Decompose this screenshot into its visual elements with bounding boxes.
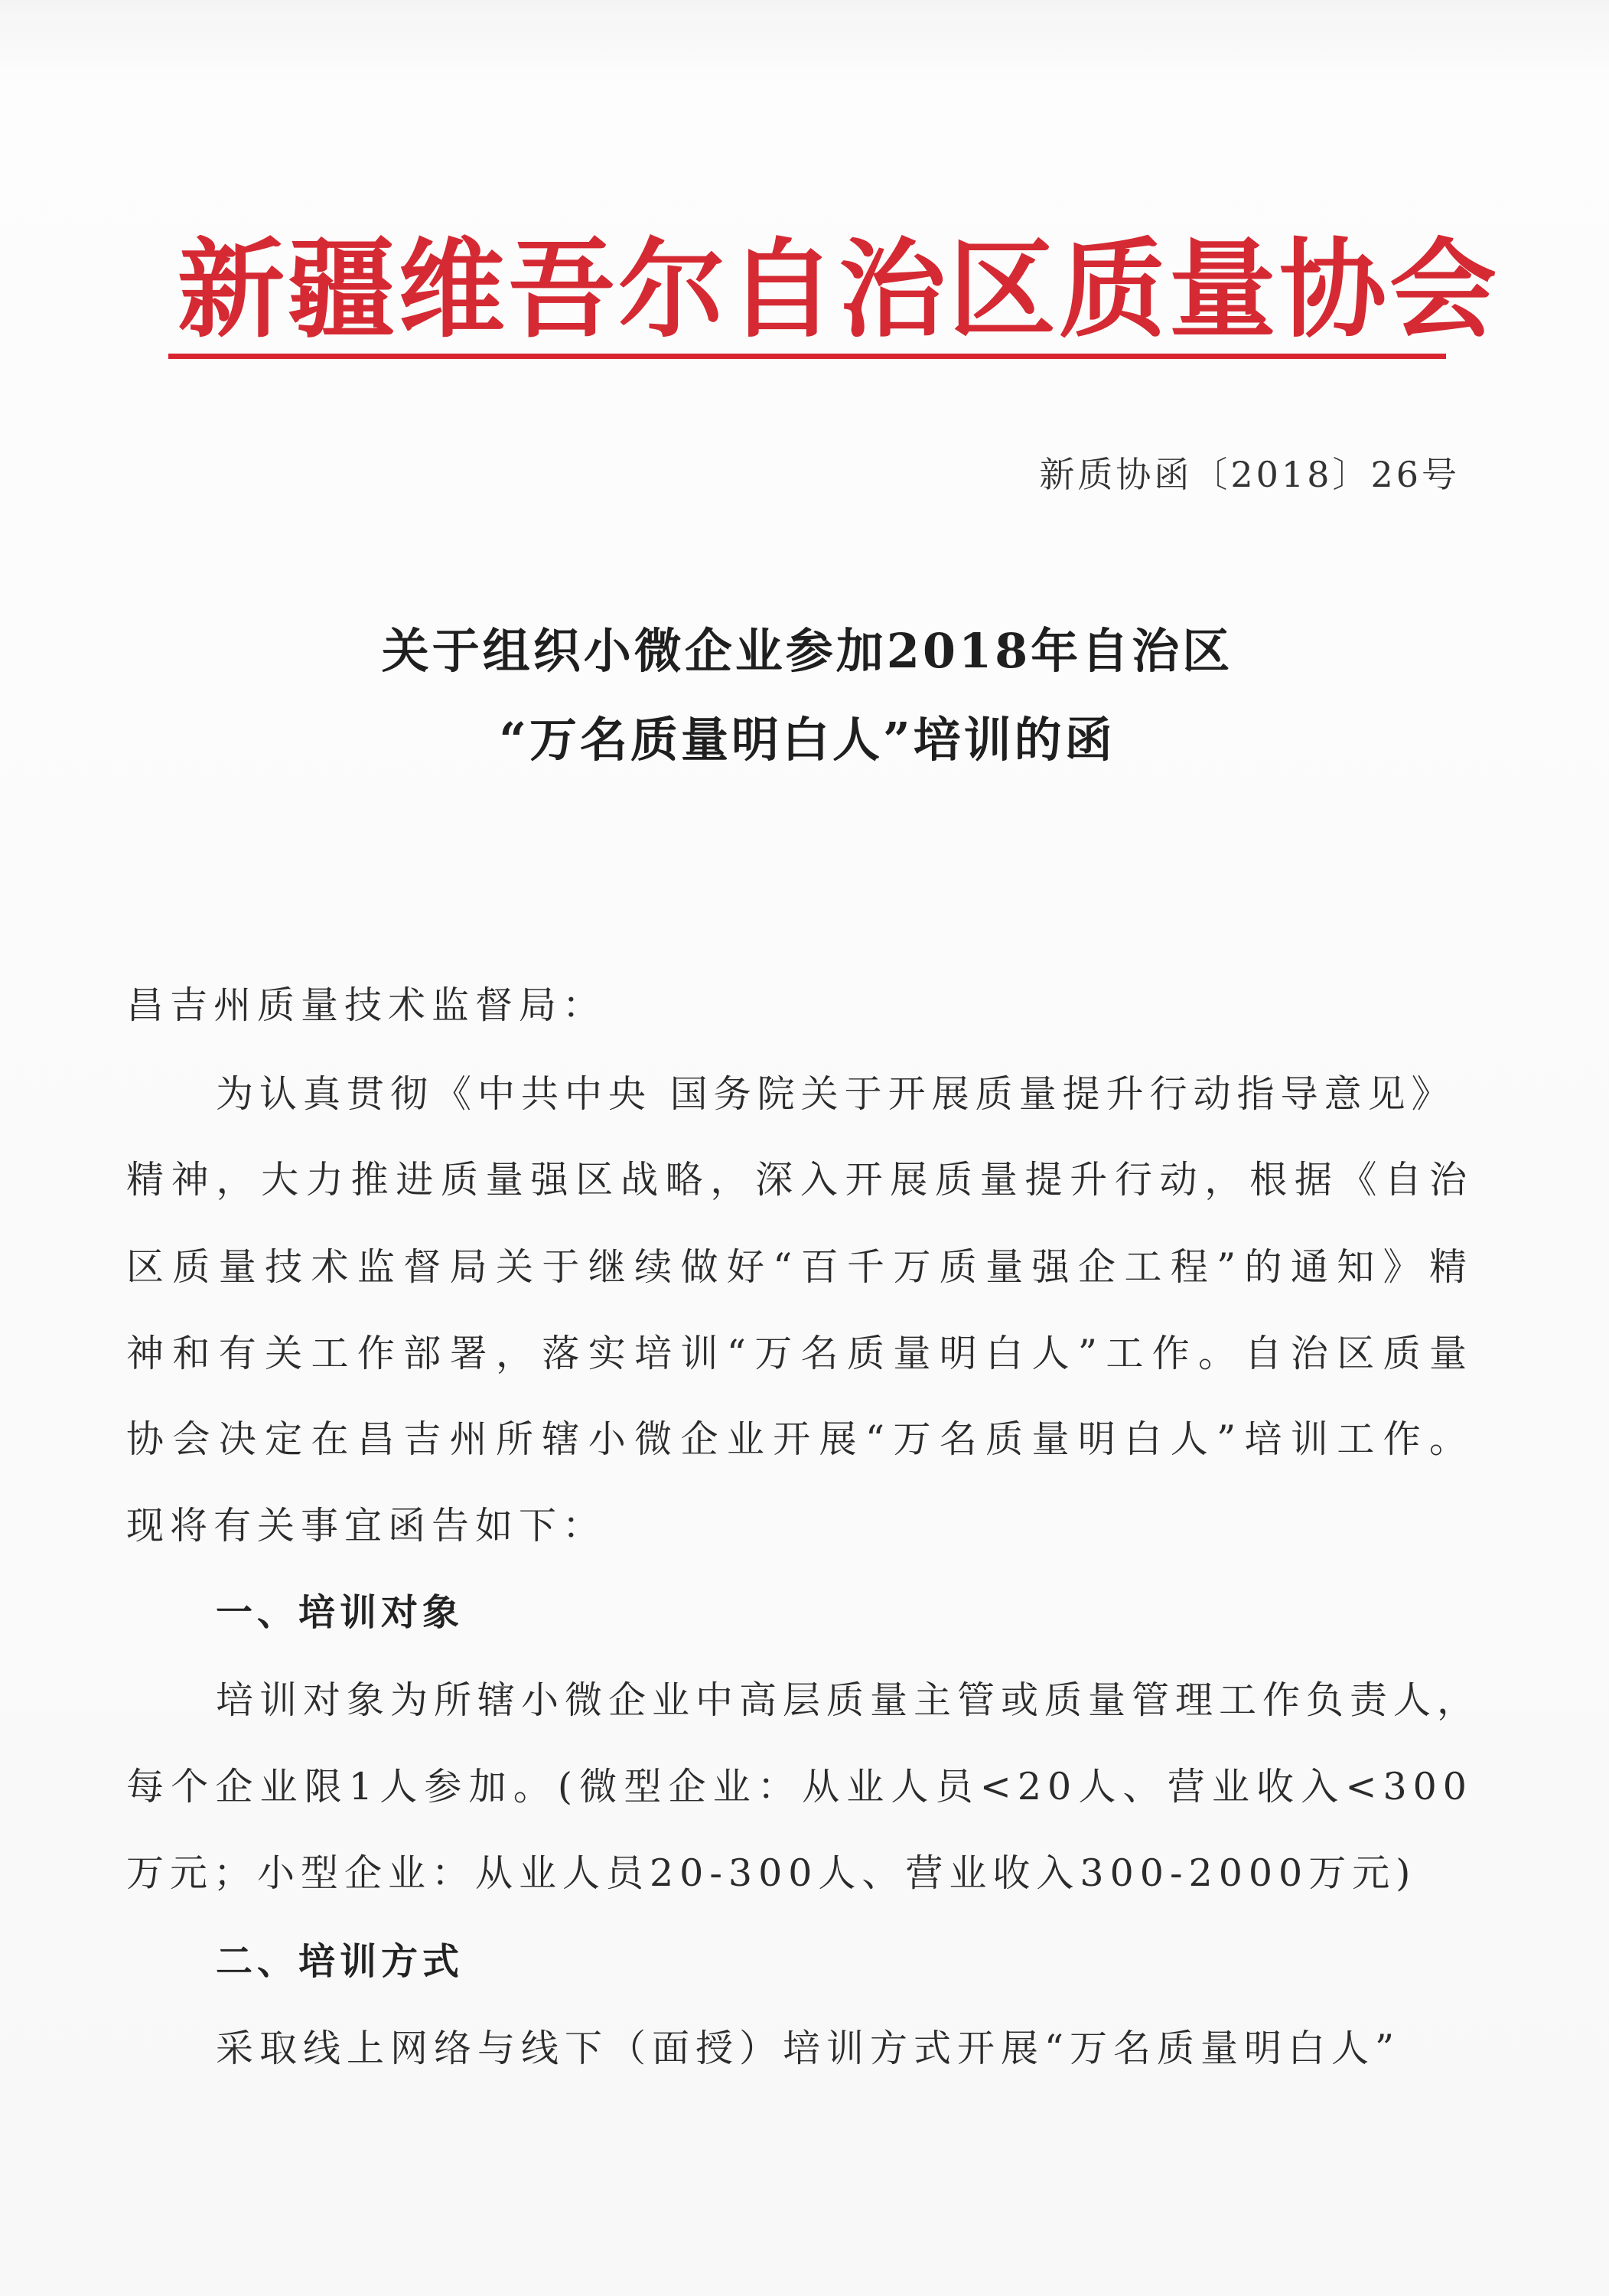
paragraph-1-line-1: 为认真贯彻《中共中央 国务院关于开展质量提升行动指导意见》 xyxy=(216,1072,1455,1116)
letterhead-title: 新疆维吾尔自治区质量协会 xyxy=(178,228,1500,353)
document-title-line-1: 关于组织小微企业参加2018年自治区 xyxy=(381,623,1233,679)
section-1-line-3: 万元；小型企业：从业人员20-300人、营业收入300-2000万元) xyxy=(126,1851,1417,1895)
paragraph-1-line-4: 神和有关工作部署，落实培训“万名质量明白人”工作。自治区质量 xyxy=(126,1332,1473,1375)
section-1-line-2: 每个企业限1人参加。(微型企业：从业人员<20人、营业收入<300 xyxy=(126,1765,1473,1808)
paragraph-1-line-2: 精神，大力推进质量强区战略，深入开展质量提升行动，根据《自治 xyxy=(126,1158,1473,1202)
paragraph-1-line-6: 现将有关事宜函告如下： xyxy=(126,1504,607,1548)
section-2-line-1: 采取线上网络与线下（面授）培训方式开展“万名质量明白人” xyxy=(216,2027,1401,2070)
paragraph-1-line-5: 协会决定在昌吉州所辖小微企业开展“万名质量明白人”培训工作。 xyxy=(126,1417,1473,1461)
paragraph-1-line-3: 区质量技术监督局关于继续做好“百千万质量强企工程”的通知》精 xyxy=(126,1245,1473,1289)
scan-shadow xyxy=(0,0,1609,84)
recipient-line: 昌吉州质量技术监督局： xyxy=(126,983,607,1027)
section-2-heading: 二、培训方式 xyxy=(216,1940,464,1983)
document-number: 新质协函〔2018〕26号 xyxy=(1039,454,1460,495)
letterhead-red-rule xyxy=(168,354,1446,359)
section-1-heading: 一、培训对象 xyxy=(216,1591,464,1634)
document-title-line-2: “万名质量明白人”培训的函 xyxy=(499,712,1116,768)
section-1-line-1: 培训对象为所辖小微企业中高层质量主管或质量管理工作负责人， xyxy=(216,1678,1481,1722)
